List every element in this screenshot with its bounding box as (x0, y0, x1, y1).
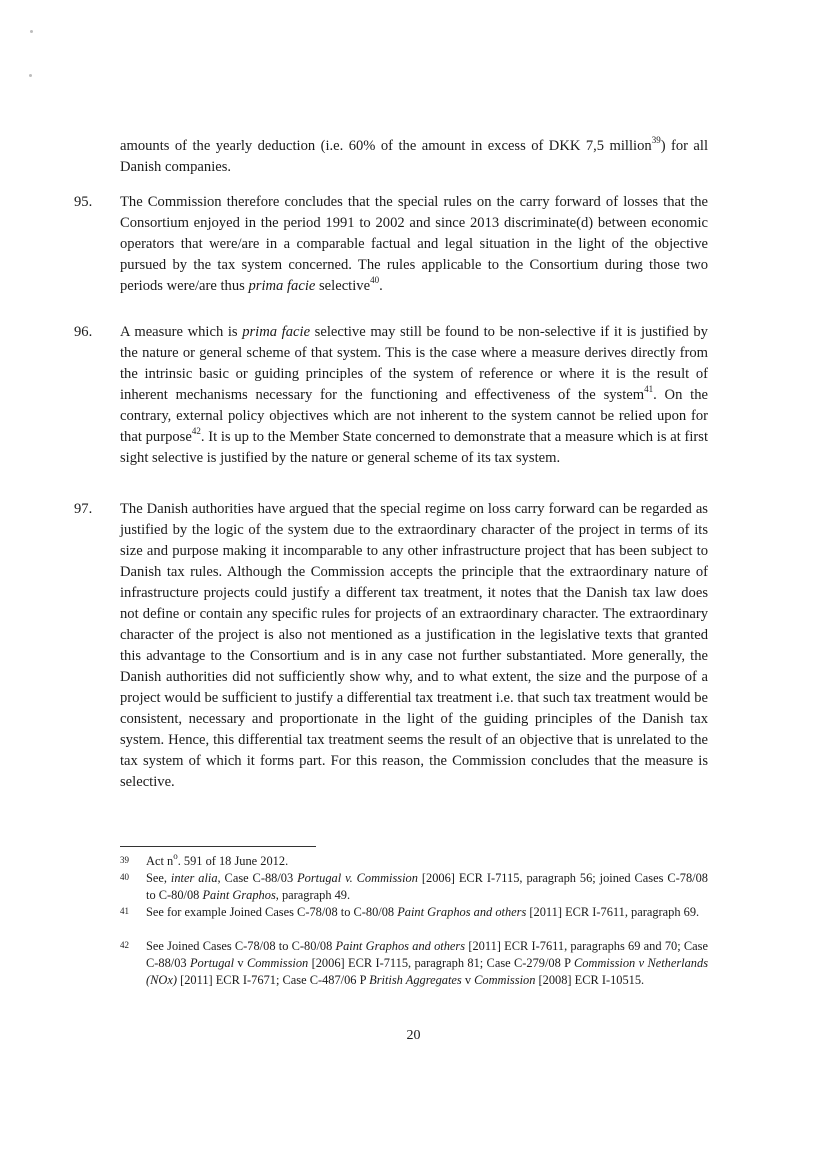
paragraph-continuation: amounts of the yearly deduction (i.e. 60% of the amount in excess of DKK 7,5 million$^{39}$) for all Danish companies. (120, 135, 709, 175)
footnote-number: 40 (120, 872, 129, 882)
paragraph-number: 96. (74, 324, 93, 340)
footnote-text: See for example Joined Cases C-78/08 to C-80/08 Paint Graphos and others [2011] ECR I-7611, paragraph 69. (146, 905, 700, 919)
paragraph-95 (74, 192, 708, 297)
footnote-text: See Joined Cases C-78/08 to C-80/08 Paint Graphos and others [2011] ECR I-7611, paragraphs 69 and 70; Case C-88/03 Portugal v Commission [2006] ECR I-7115, paragraph 81; Case C-279/08 P Commission v Netherlands (NOx) [2011] ECR I-7671; Case C-487/06 P British Aggregates v Commission [2008] ECR I-10515. (146, 939, 709, 987)
footnote-number: 41 (120, 906, 129, 916)
page-number: 20 (406, 1028, 421, 1043)
footnote-ref-39: 39 (651, 135, 661, 146)
footnote-number: 39 (120, 855, 129, 865)
footnote-41 (120, 904, 708, 921)
paragraph-number: 95. (74, 194, 93, 210)
footnote-42 (120, 938, 708, 989)
footnote-39 (120, 850, 708, 870)
footnote-text: Act $n^o$. 591 of 18 June 2012. (146, 850, 289, 868)
paragraph-text: The Commission therefore concludes that the special rules on the carry forward of losses that the Consortium enjoyed in the period 1991 to 2002 and since 2013 discriminate(d) between economic operators that were/are in a comparable factual and legal situation in the light of the objective pursued by the tax system concerned. The rules applicable to the Consortium during those two periods were/are thus prima facie selective$^{40}$. (120, 194, 708, 294)
paragraph-96 (74, 322, 708, 469)
footnote-number: 42 (120, 940, 129, 950)
footnote-text: See, inter alia, Case C-88/03 Portugal v. Commission [2006] ECR I-7115, paragraph 56; joined Cases C-78/08 to C-80/08 Paint Graphos, paragraph 49. (146, 871, 708, 902)
paragraph-97 (74, 499, 708, 793)
footnote-ref-40: 40 (370, 275, 380, 286)
footnote-separator (120, 846, 316, 847)
paragraph-text: The Danish authorities have argued that the special regime on loss carry forward can be regarded as justified by the logic of the system due to the extraordinary character of the project in terms of its size and purpose making it incomparable to any other infrastructure project that has been subject to Danish tax rules. Although the Commission accepts the principle that the extraordinary nature of infrastructure projects could justify a different tax treatment, it notes that the Danish tax law does not define or contain any specific rules for projects of an extraordinary character. The extraordinary character of the project is also not mentioned as a justification in the legislative texts that granted this advantage to the Consortium and is in any case not further substantiated. More generally, the Danish authorities did not sufficiently show why, and to what extent, the size and the purpose of a project would be sufficient to justify a differential tax treatment i.e. that such tax treatment would be consistent, necessary and proportionate in the light of the guiding principles of the Danish tax system. Hence, this differential tax treatment seems the result of an objective that is unrelated to the tax system of which it forms part. For this reason, the Commission concludes that the measure is selective. (120, 501, 708, 790)
paragraph-number: 97. (74, 501, 93, 517)
scan-artifact (30, 30, 33, 33)
paragraph-text: A measure which is prima facie selective may still be found to be non-selective if it is justified by the nature or general scheme of that system. This is the case where a measure derives directly from the intrinsic basic or guiding principles of the system of reference or where it is the result of inherent mechanisms necessary for the functioning and effectiveness of the system$^{41}$. On the contrary, external policy objectives which are not inherent to the system cannot be relied upon for that purpose$^{42}$. It is up to the Member State concerned to demonstrate that a measure which is at first sight selective is justified by the nature or general scheme of its tax system. (120, 324, 708, 466)
footnote-ref-41: 41 (644, 384, 654, 395)
scan-artifact (29, 74, 32, 77)
footnote-40 (120, 870, 708, 904)
footnote-ref-42: 42 (191, 426, 201, 437)
